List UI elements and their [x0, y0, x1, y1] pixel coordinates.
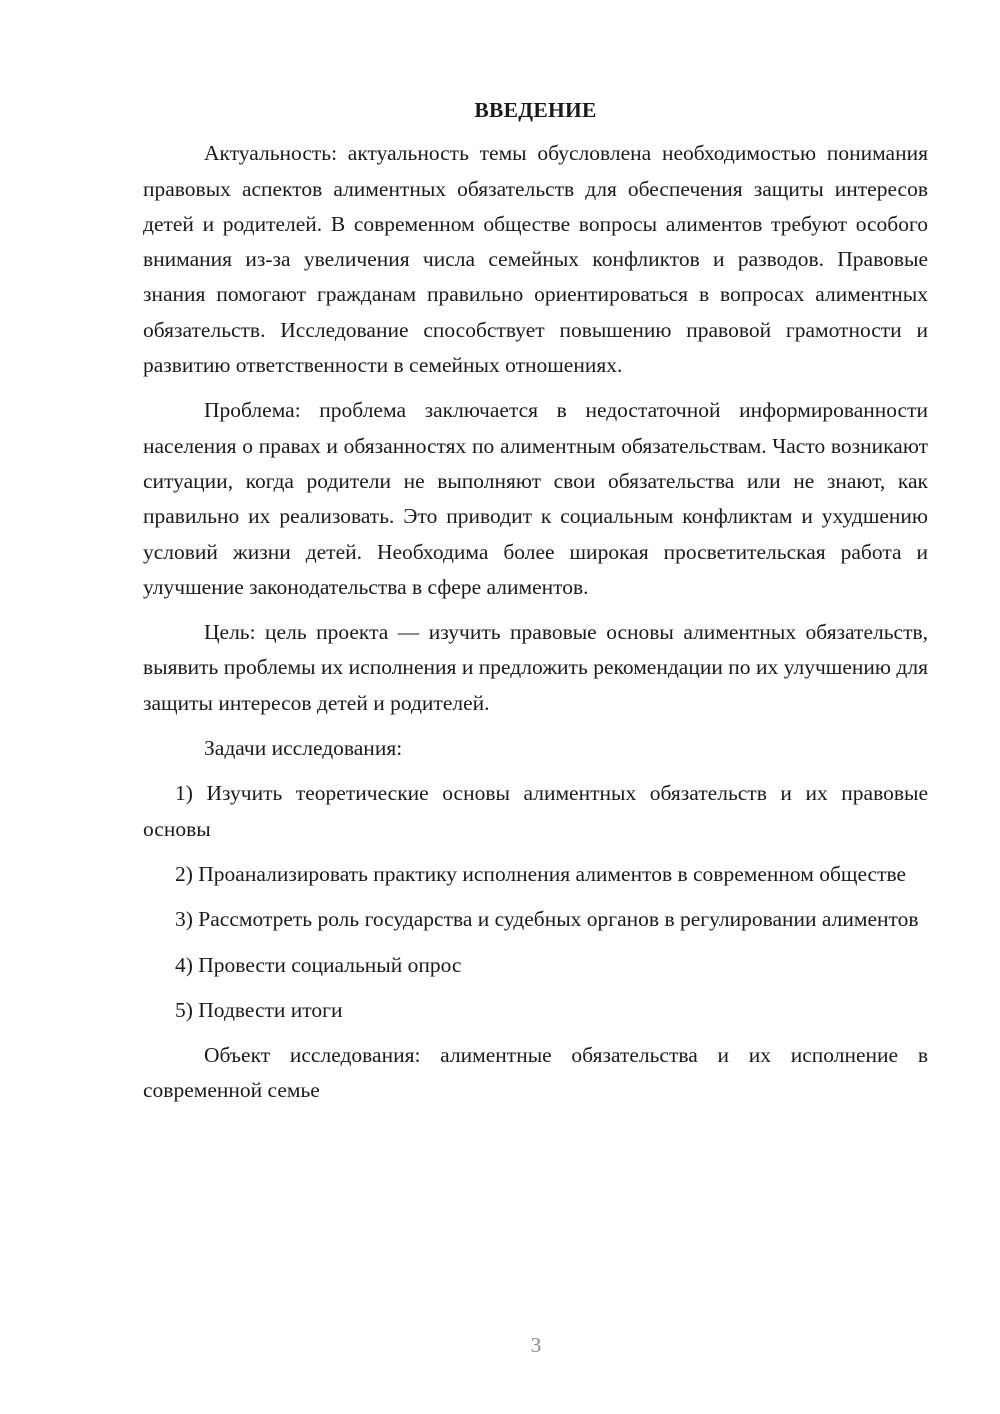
task-item-5: 5) Подвести итоги [175, 997, 343, 1022]
page-title: ВВЕДЕНИЕ [474, 98, 597, 122]
object-paragraph: Объект исследования: алиментные обязательства и их исполнение в современной семье [143, 1043, 928, 1103]
problem-paragraph: Проблема: проблема заключается в недостаточной информированности населения о правах и обязанностях по алиментным обязательствам. Часто возникают ситуации, когда родители не выполняют свои обязательства или не знают, как правильно их реализовать. Это приводит к социальным конфликтам и ухудшению условий жизни детей. Необходима более широкая просветительская работа и улучшение законодательства в сфере алиментов. [143, 398, 928, 599]
task-item-4: 4) Провести социальный опрос [175, 952, 462, 977]
goal-paragraph: Цель: цель проекта — изучить правовые основы алиментных обязательств, выявить проблемы их исполнения и предложить рекомендации по их улучшению для защиты интересов детей и родителей. [143, 620, 928, 715]
relevance-paragraph: Актуальность: актуальность темы обусловлена необходимостью понимания правовых аспектов алиментных обязательств для обеспечения защиты интересов детей и родителей. В современном обществе вопросы алиментов требуют особого внимания из-за увеличения числа семейных конфликтов и разводов. Правовые знания помогают гражданам правильно ориентироваться в вопросах алиментных обязательств. Исследование способствует повышению правовой грамотности и развитию ответственности в семейных отношениях. [143, 141, 928, 378]
page-content [143, 93, 928, 1119]
task-item-3: 3) Рассмотреть роль государства и судебных органов в регулировании алиментов [175, 907, 919, 932]
page-number: 3 [530, 1333, 542, 1357]
task-item-1: 1) Изучить теоретические основы алиментных обязательств и их правовые основы [143, 781, 928, 841]
task-item-2: 2) Проанализировать практику исполнения алиментов в современном обществе [175, 861, 907, 886]
tasks-heading: Задачи исследования: [204, 736, 403, 761]
